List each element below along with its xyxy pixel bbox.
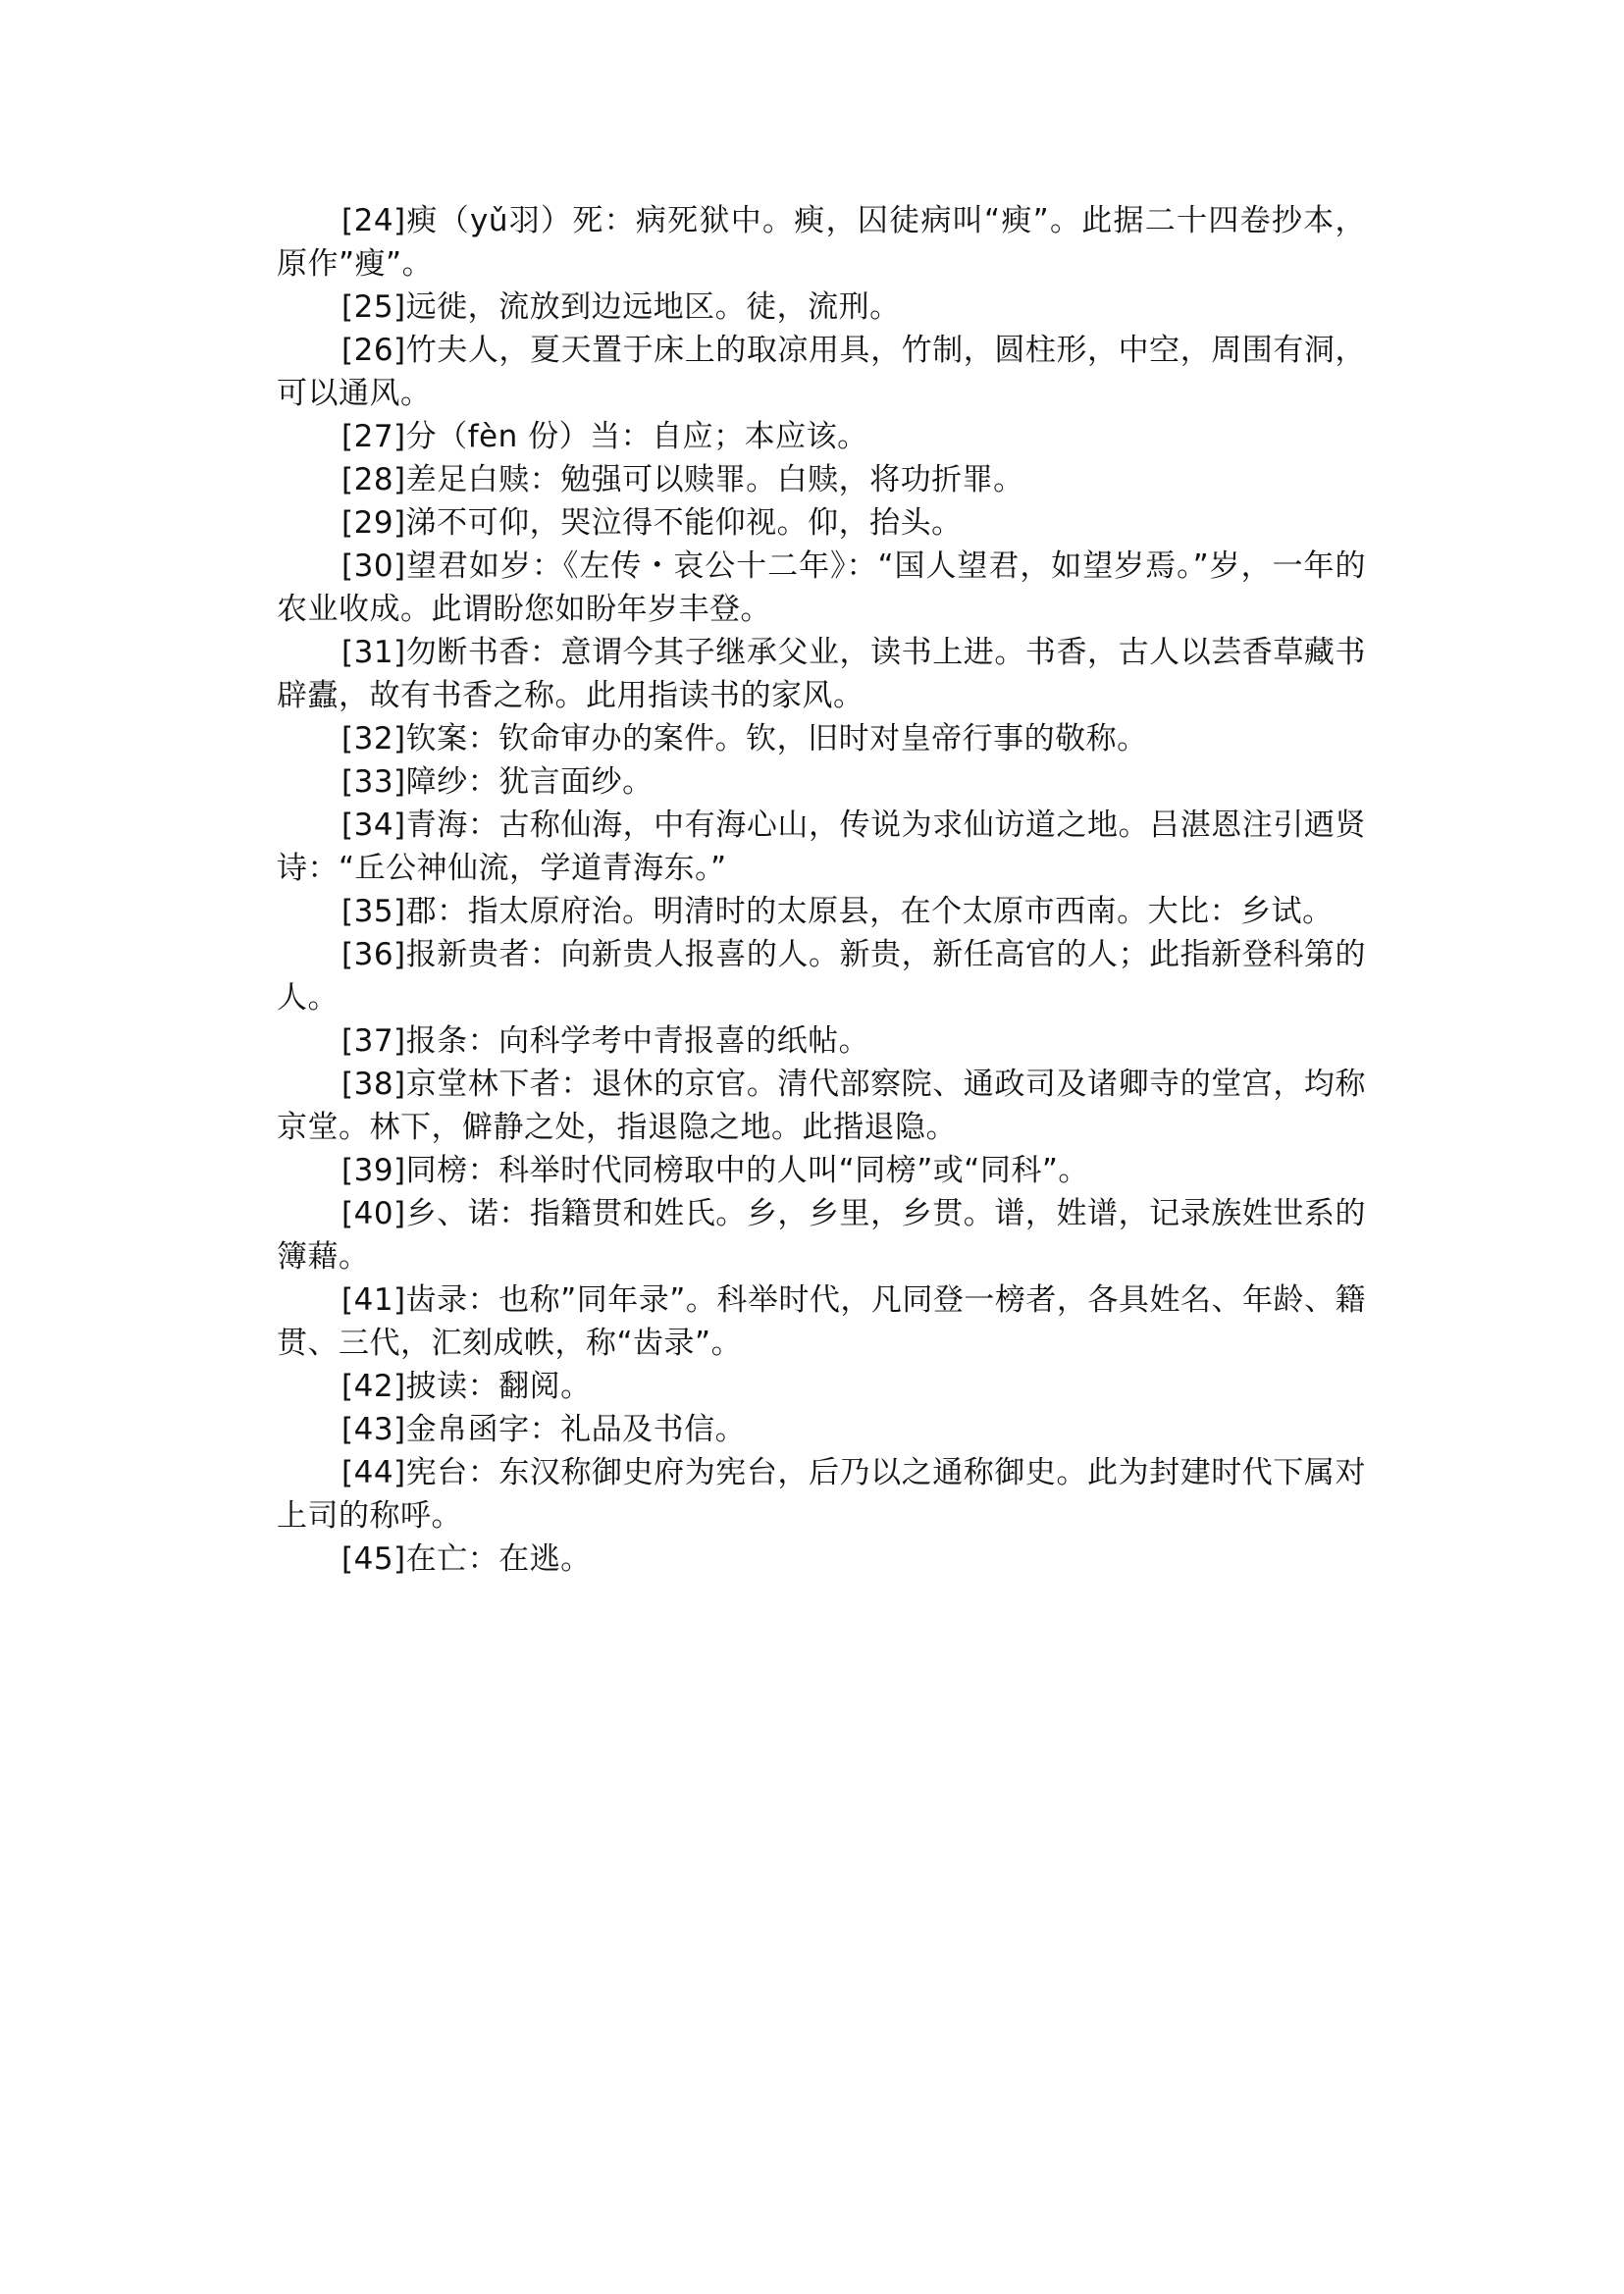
note-33: [33]障纱：犹言面纱。 (341, 764, 654, 800)
note-42: [42]披读：翻阅。 (341, 1369, 592, 1404)
note-30: [30]望君如岁：《左传・哀公十二年》：“国人望君，如望岁焉。”岁，一年的农业收成。此谓盼您如盼年岁丰登。 (277, 548, 1366, 627)
note-39: [39]同榜：科举时代同榜取中的人叫“同榜”或“同科”。 (341, 1153, 1089, 1188)
note-40: [40]乡、诺：指籍贯和姓氏。乡，乡里，乡贯。谱，姓谱，记录族姓世系的簿藉。 (277, 1196, 1366, 1275)
note-32: [32]钦案：钦命审办的案件。钦，旧时对皇帝行事的敬称。 (341, 721, 1148, 756)
note-38: [38]京堂林下者：退休的京官。清代部察院、通政司及诸卿寺的堂宫，均称京堂。林下，僻静之处，指退隐之地。此揩退隐。 (277, 1067, 1366, 1145)
note-31: [31]勿断书香：意谓今其子继承父业，读书上进。书香，古人以芸香草藏书辟蠹，故有书香之称。此用指读书的家风。 (277, 635, 1366, 713)
note-44: [44]宪台：东汉称御史府为宪台，后乃以之通称御史。此为封建时代下属对上司的称呼。 (277, 1455, 1366, 1534)
note-35: [35]郡：指太原府治。明清时的太原县，在个太原市西南。大比：乡试。 (341, 894, 1334, 929)
note-25: [25]远徙，流放到边远地区。徒，流刑。 (341, 289, 901, 325)
note-34: [34]青海：古称仙海，中有海心山，传说为求仙访道之地。吕湛恩注引迺贤诗：“丘公神仙流，学道青海东。” (277, 808, 1366, 886)
note-43: [43]金帛函字：礼品及书信。 (341, 1412, 747, 1447)
note-29: [29]涕不可仰，哭泣得不能仰视。仰，抬头。 (341, 505, 963, 541)
note-27: [27]分（fèn 份）当：自应；本应该。 (341, 419, 868, 454)
note-41: [41]齿录：也称”同年录”。科举时代，凡同登一榜者，各具姓名、年龄、籍贯、三代，汇刻成帙，称“齿录”。 (277, 1282, 1366, 1361)
note-37: [37]报条：向科学考中青报喜的纸帖。 (341, 1023, 870, 1059)
note-28: [28]差足白赎：勉强可以赎罪。白赎，将功折罪。 (341, 462, 1024, 497)
note-26: [26]竹夫人，夏天置于床上的取凉用具，竹制，圆柱形，中空，周围有洞，可以通风。 (277, 333, 1366, 411)
note-36: [36]报新贵者：向新贵人报喜的人。新贵，新任高官的人；此指新登科第的人。 (277, 937, 1366, 1016)
note-24: [24]瘐（yǔ羽）死：病死狱中。瘐，囚徒病叫“瘐”。此据二十四卷抄本，原作”瘦”。 (277, 203, 1366, 282)
note-45: [45]在亡：在逃。 (341, 1541, 592, 1577)
annotation-list (277, 199, 1366, 1581)
